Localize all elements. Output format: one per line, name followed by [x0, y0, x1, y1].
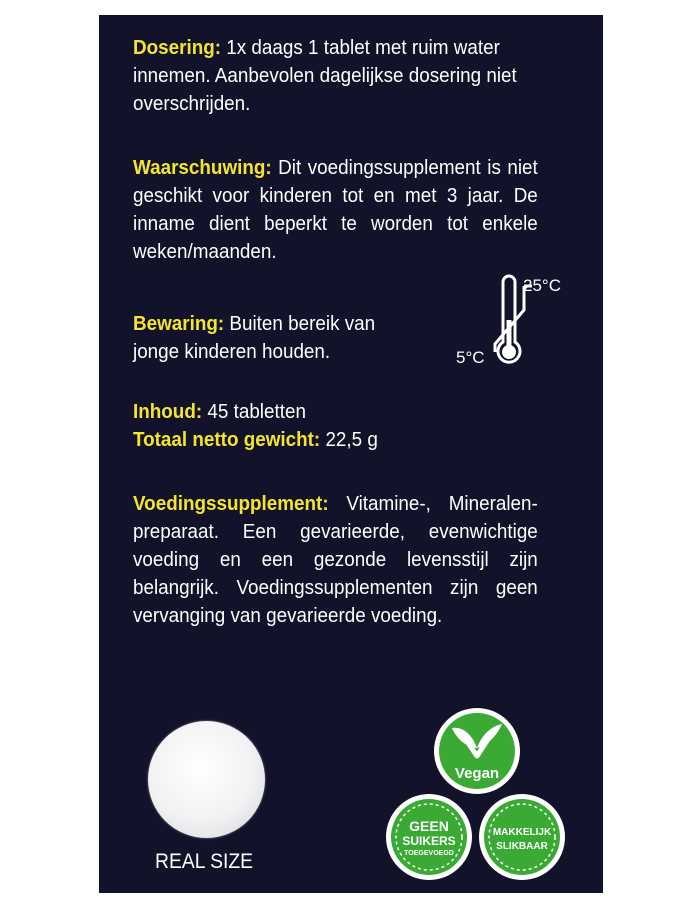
gewicht-label: Totaal netto gewicht: — [133, 428, 321, 451]
bewaring-paragraph — [133, 310, 409, 366]
no-sugar-line2: SUIKERS — [402, 834, 456, 848]
inhoud-text: 45 tabletten — [202, 400, 306, 423]
gewicht-text: 22,5 g — [320, 428, 378, 451]
gewicht-line — [133, 426, 538, 454]
temperature-min: 5°C — [456, 348, 485, 367]
easy-swallow-line1: MAKKELIJK — [492, 827, 552, 838]
inhoud-label: Inhoud: — [133, 400, 203, 423]
bewaring-text: Buiten bereik van jonge kinderen houden. — [133, 312, 376, 363]
dosering-paragraph — [133, 34, 538, 118]
dosering-text: 1x daags 1 tablet met ruim water innemen. Aanbevolen dagelijkse dosering niet overschrijden. — [133, 36, 517, 115]
vegan-text: Vegan — [454, 765, 500, 782]
vegan-badge — [432, 706, 522, 796]
no-sugar-line1: GEEN — [409, 818, 449, 834]
inhoud-line — [133, 398, 538, 426]
bewaring-label: Bewaring: — [133, 312, 225, 335]
supplement-paragraph — [133, 490, 538, 630]
easy-swallow-badge — [478, 793, 566, 881]
no-sugar-line3: TOEGEVOEGD — [404, 850, 454, 857]
waarschuwing-label: Waarschuwing: — [133, 156, 272, 179]
supplement-label: Voedingssupplement: — [133, 492, 329, 515]
supplement-text: Vitamine-, Mineralen-preparaat. Een gevarieerde, evenwichtige voeding en een gezonde levensstijl zijn belangrijk. Voedingssupplementen zijn geen vervanging van gevarieerde voeding. — [133, 492, 538, 627]
easy-swallow-line2: SLIKBAAR — [496, 841, 548, 852]
waarschuwing-paragraph — [133, 154, 538, 266]
dosering-label: Dosering: — [133, 36, 222, 59]
waarschuwing-text: Dit voedingssupplement is niet geschikt voor kinderen tot en met 3 jaar. De inname dient beperkt te worden tot enkele weken/maanden. — [133, 156, 538, 263]
real-size-caption: REAL SIZE — [155, 850, 254, 873]
temperature-max: 25°C — [523, 276, 561, 295]
tablet-image — [148, 721, 265, 838]
no-sugar-badge — [385, 793, 473, 881]
